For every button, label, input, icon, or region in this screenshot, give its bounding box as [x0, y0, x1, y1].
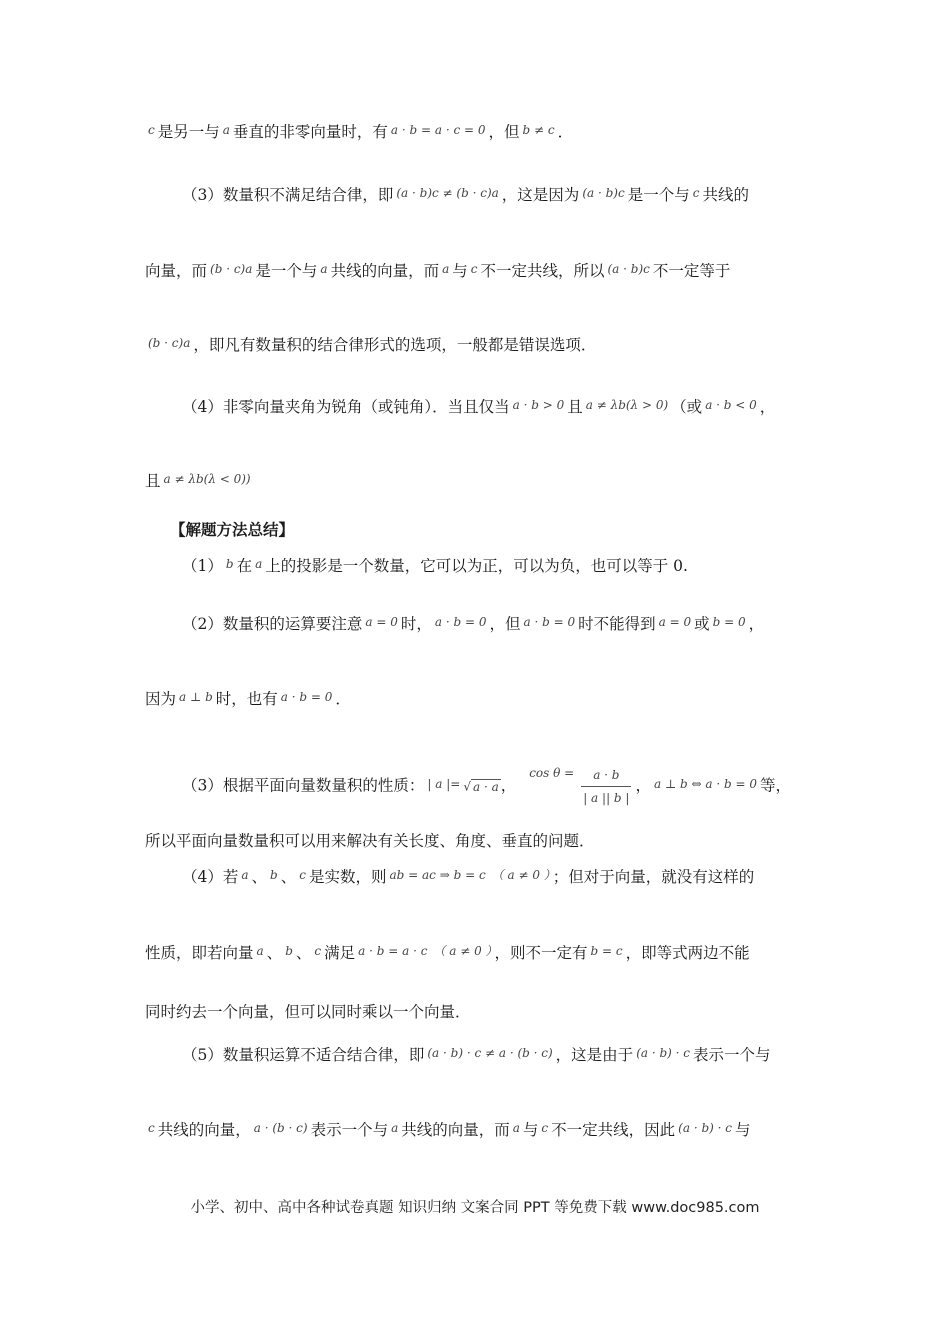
math-var: c — [148, 123, 155, 137]
paragraph-line — [145, 1119, 751, 1142]
math-expr: cos θ = — [529, 765, 575, 780]
text: ， — [759, 398, 776, 416]
math-sqrt: √ a · a — [463, 779, 499, 794]
text: （1） — [182, 557, 223, 575]
text: ， — [748, 615, 765, 633]
text: ． — [335, 690, 351, 708]
math-var: b — [270, 868, 278, 882]
math-expr: (a · b)c ≠ (b · c)a — [396, 186, 499, 200]
paragraph-line — [182, 396, 775, 419]
text: 共线的向量，而 — [401, 1121, 510, 1139]
math-expr: (a · b)c — [582, 186, 625, 200]
math-expr: a · b > 0 — [512, 398, 565, 412]
math-expr: a ⊥ b — [179, 690, 213, 704]
math-expr: b = 0 — [712, 615, 746, 629]
text: 时， — [400, 615, 432, 633]
math-expr: a ≠ λb(λ > 0) — [585, 398, 669, 412]
text: 不一定共线，所以 — [480, 262, 605, 280]
math-expr: (a · b) · c ≠ a · (b · c) — [427, 1046, 553, 1060]
math-var: a — [222, 123, 230, 137]
paragraph-line: 所以平面向量数量积可以用来解决有关长度、角度、垂直的问题． — [145, 832, 595, 850]
text: （5）数量积运算不适合结合律，即 — [182, 1046, 425, 1064]
text: 与 — [452, 262, 468, 280]
text: 不一定共线，因此 — [551, 1121, 676, 1139]
text: 时，也有 — [215, 690, 278, 708]
text: （4）非零向量夹角为锐角（或钝角）．当且仅当 — [182, 398, 510, 416]
math-expr: a · b = 0 — [523, 615, 576, 629]
text: 、 — [251, 868, 268, 886]
paragraph-line — [182, 184, 749, 207]
math-expr: a · b = 0 — [434, 615, 487, 629]
text: ， — [500, 776, 517, 795]
text: 不一定等于 — [652, 262, 731, 280]
math-var: c — [692, 186, 700, 200]
math-expr: (a · b) · c — [678, 1121, 732, 1135]
text: 表示一个与 — [310, 1121, 389, 1139]
text: 共线的 — [702, 186, 749, 204]
text: 或 — [694, 615, 710, 633]
paragraph-line: 同时约去一个向量，但可以同时乘以一个向量． — [145, 1003, 471, 1021]
section-heading: 【解题方法总结】 — [170, 520, 295, 539]
text: 表示一个与 — [693, 1046, 771, 1064]
text: 是一个与 — [627, 186, 690, 204]
text: 等， — [760, 776, 792, 795]
math-var: a — [442, 262, 450, 276]
math-expr: (a · b) · c — [636, 1046, 690, 1060]
text: ，即等式两边不能 — [625, 944, 750, 962]
math-var: b — [225, 557, 234, 571]
math-expr: (a · b)c — [607, 262, 650, 276]
text: 向量，而 — [145, 262, 208, 280]
paragraph-line — [182, 613, 764, 636]
text: 、 — [295, 944, 312, 962]
text: 与 — [522, 1121, 539, 1139]
math-expr: b = c — [590, 944, 623, 958]
text: 上的投影是一个数量，它可以为正，可以为负，也可以等于 0. — [265, 557, 688, 575]
math-var: a — [241, 868, 249, 882]
text: （4）若 — [182, 868, 239, 886]
math-expr: a = 0 — [658, 615, 692, 629]
paragraph-line — [145, 688, 351, 711]
text: 与 — [734, 1121, 751, 1139]
text: 性质，即若向量 — [145, 944, 254, 962]
text: （2）数量积的运算要注意 — [182, 615, 363, 633]
math-var: a — [391, 1121, 399, 1135]
math-expr: (b · c)a — [148, 336, 191, 350]
text: ；但对于向量，就没有这样的 — [552, 868, 755, 886]
math-abs: | a |= — [427, 776, 461, 791]
math-var: c — [314, 944, 322, 958]
math-var: a — [255, 557, 263, 571]
text: 、 — [280, 868, 297, 886]
text: （3）数量积不满足结合律，即 — [182, 186, 394, 204]
math-expr: b ≠ c — [522, 123, 555, 137]
math-expr: a · b = 0 — [280, 690, 333, 704]
math-fraction — [581, 764, 631, 809]
paragraph-line — [182, 555, 688, 578]
text: 垂直的非零向量时，有 — [232, 123, 388, 141]
text: 、 — [266, 944, 283, 962]
math-var: c — [299, 868, 306, 882]
text: ，即凡有数量积的结合律形式的选项，一般都是错误选项． — [193, 336, 597, 354]
paragraph-line — [182, 1044, 771, 1067]
text: ，这是由于 — [555, 1046, 634, 1064]
text: 因为 — [145, 690, 177, 708]
text: 且 — [567, 398, 583, 416]
text: ，但 — [489, 615, 521, 633]
text: ， — [635, 776, 651, 795]
text: （3）根据平面向量数量积的性质： — [182, 776, 425, 795]
text: ，但 — [488, 123, 520, 141]
math-expr: a · b < 0 — [705, 398, 757, 412]
math-expr: a · b = a · c = 0 — [390, 123, 486, 137]
math-var: b — [285, 944, 293, 958]
text: 共线的向量， — [157, 1121, 251, 1139]
text: （或 — [671, 398, 703, 416]
text: 共线的向量，而 — [330, 262, 440, 280]
text: 满足 — [324, 944, 356, 962]
math-numerator: a · b — [581, 764, 631, 787]
paragraph-line — [182, 764, 791, 809]
text: 是一个与 — [255, 262, 318, 280]
text: 在 — [236, 557, 253, 575]
text: 时不能得到 — [578, 615, 656, 633]
text: ，则不一定有 — [494, 944, 588, 962]
text: ，这是因为 — [501, 186, 580, 204]
paragraph-line — [182, 866, 754, 889]
math-expr: ab = ac ⇒ b = c — [389, 868, 486, 882]
math-expr: （ a ≠ 0 ） — [433, 944, 492, 958]
paragraph-line — [145, 334, 596, 357]
math-radicand: a · a — [472, 779, 499, 794]
math-denominator: | a || b | — [583, 791, 630, 805]
math-var: a — [256, 944, 264, 958]
paragraph-line — [145, 260, 730, 283]
text: 是实数，则 — [308, 868, 387, 886]
paragraph-line — [145, 942, 750, 965]
math-var: c — [148, 1121, 155, 1135]
math-expr: a ≠ λb(λ < 0)) — [163, 472, 251, 486]
page-footer: 小学、初中、高中各种试卷真题 知识归纳 文案合同 PPT 等免费下载 www.doc985.com — [190, 1200, 760, 1216]
math-expr: a ⊥ b ⇔ a · b = 0 — [653, 776, 758, 791]
math-expr: （ a ≠ 0 ） — [491, 868, 550, 882]
math-var: a — [320, 262, 328, 276]
math-var: c — [541, 1121, 549, 1135]
math-expr: a · (b · c) — [253, 1121, 308, 1135]
math-var: c — [470, 262, 478, 276]
paragraph-line — [145, 470, 254, 493]
math-var: a — [512, 1121, 520, 1135]
text: ． — [557, 123, 574, 141]
math-expr: (b · c)a — [210, 262, 253, 276]
math-expr: a · b = a · c — [358, 944, 428, 958]
paragraph-line — [145, 121, 573, 144]
text: 且 — [145, 472, 161, 490]
text: 是另一与 — [157, 123, 220, 141]
math-expr: a = 0 — [365, 615, 398, 629]
